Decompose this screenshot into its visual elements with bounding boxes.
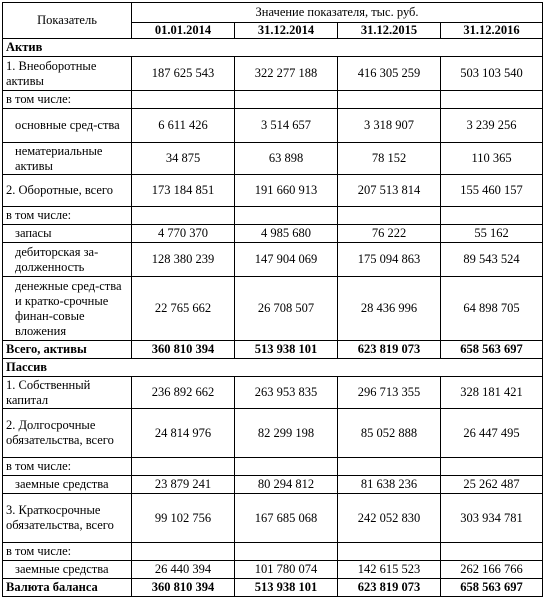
value-cell: 3 318 907 bbox=[338, 109, 441, 143]
value-cell: 64 898 705 bbox=[441, 277, 543, 341]
table-row bbox=[3, 143, 543, 175]
table-row bbox=[3, 243, 543, 277]
value-cell: 80 294 812 bbox=[235, 476, 338, 494]
value-cell: 175 094 863 bbox=[338, 243, 441, 277]
date-header: 31.12.2016 bbox=[441, 23, 543, 39]
row-label: 3. Краткосрочные обязательства, всего bbox=[3, 494, 132, 543]
row-label: в том числе: bbox=[3, 458, 132, 476]
value-cell: 4 770 370 bbox=[132, 225, 235, 243]
value-cell bbox=[338, 207, 441, 225]
table-row bbox=[3, 561, 543, 579]
value-cell bbox=[132, 543, 235, 561]
value-cell: 658 563 697 bbox=[441, 341, 543, 359]
table-row bbox=[3, 175, 543, 207]
section-heading: Пассив bbox=[3, 359, 543, 377]
value-cell: 78 152 bbox=[338, 143, 441, 175]
value-cell: 167 685 068 bbox=[235, 494, 338, 543]
table-row bbox=[3, 359, 543, 377]
table-row bbox=[3, 458, 543, 476]
row-label: Всего, активы bbox=[3, 341, 132, 359]
value-cell: 303 934 781 bbox=[441, 494, 543, 543]
table-row bbox=[3, 341, 543, 359]
value-cell: 34 875 bbox=[132, 143, 235, 175]
row-label: в том числе: bbox=[3, 207, 132, 225]
table-row bbox=[3, 277, 543, 341]
value-cell: 207 513 814 bbox=[338, 175, 441, 207]
value-cell: 187 625 543 bbox=[132, 57, 235, 91]
value-cell bbox=[132, 91, 235, 109]
row-label: основные сред-ства bbox=[3, 109, 132, 143]
value-cell: 322 277 188 bbox=[235, 57, 338, 91]
value-cell: 296 713 355 bbox=[338, 377, 441, 409]
value-cell bbox=[132, 207, 235, 225]
table-body bbox=[3, 39, 543, 597]
value-cell: 26 708 507 bbox=[235, 277, 338, 341]
value-cell: 89 543 524 bbox=[441, 243, 543, 277]
row-label: 2. Долгосрочные обязательства, всего bbox=[3, 409, 132, 458]
value-cell: 263 953 835 bbox=[235, 377, 338, 409]
value-cell: 173 184 851 bbox=[132, 175, 235, 207]
value-cell: 416 305 259 bbox=[338, 57, 441, 91]
value-cell: 262 166 766 bbox=[441, 561, 543, 579]
value-cell: 147 904 069 bbox=[235, 243, 338, 277]
value-cell: 28 436 996 bbox=[338, 277, 441, 341]
value-cell: 513 938 101 bbox=[235, 579, 338, 597]
value-cell: 55 162 bbox=[441, 225, 543, 243]
row-label: 1. Собственный капитал bbox=[3, 377, 132, 409]
value-cell: 503 103 540 bbox=[441, 57, 543, 91]
table-row bbox=[3, 109, 543, 143]
value-cell bbox=[235, 207, 338, 225]
table-row bbox=[3, 225, 543, 243]
table-row bbox=[3, 543, 543, 561]
value-cell: 3 239 256 bbox=[441, 109, 543, 143]
value-cell bbox=[441, 458, 543, 476]
value-cell: 22 765 662 bbox=[132, 277, 235, 341]
value-cell: 658 563 697 bbox=[441, 579, 543, 597]
value-cell bbox=[338, 458, 441, 476]
value-cell bbox=[441, 543, 543, 561]
value-cell: 82 299 198 bbox=[235, 409, 338, 458]
value-cell: 3 514 657 bbox=[235, 109, 338, 143]
value-cell: 25 262 487 bbox=[441, 476, 543, 494]
value-cell: 328 181 421 bbox=[441, 377, 543, 409]
value-cell: 236 892 662 bbox=[132, 377, 235, 409]
value-cell: 26 447 495 bbox=[441, 409, 543, 458]
row-label: денежные сред-ства и кратко-срочные финан-совые вложения bbox=[3, 277, 132, 341]
value-cell: 26 440 394 bbox=[132, 561, 235, 579]
value-cell bbox=[235, 543, 338, 561]
value-cell: 623 819 073 bbox=[338, 579, 441, 597]
table-row bbox=[3, 494, 543, 543]
row-label: в том числе: bbox=[3, 91, 132, 109]
date-header: 01.01.2014 bbox=[132, 23, 235, 39]
row-label: 1. Внеоборотные активы bbox=[3, 57, 132, 91]
row-label: запасы bbox=[3, 225, 132, 243]
table-row bbox=[3, 57, 543, 91]
indicator-header: Показатель bbox=[3, 3, 132, 39]
value-cell bbox=[338, 91, 441, 109]
table-row bbox=[3, 207, 543, 225]
row-label: заемные средства bbox=[3, 476, 132, 494]
value-cell: 513 938 101 bbox=[235, 341, 338, 359]
value-cell: 142 615 523 bbox=[338, 561, 441, 579]
value-cell: 128 380 239 bbox=[132, 243, 235, 277]
table-row bbox=[3, 377, 543, 409]
row-label: заемные средства bbox=[3, 561, 132, 579]
section-heading: Актив bbox=[3, 39, 543, 57]
value-cell: 360 810 394 bbox=[132, 341, 235, 359]
value-cell: 76 222 bbox=[338, 225, 441, 243]
row-label: Валюта баланса bbox=[3, 579, 132, 597]
value-cell: 24 814 976 bbox=[132, 409, 235, 458]
values-group-header: Значение показателя, тыс. руб. bbox=[132, 3, 543, 23]
table-row bbox=[3, 409, 543, 458]
value-cell bbox=[441, 207, 543, 225]
value-cell: 191 660 913 bbox=[235, 175, 338, 207]
value-cell: 360 810 394 bbox=[132, 579, 235, 597]
value-cell: 155 460 157 bbox=[441, 175, 543, 207]
value-cell bbox=[338, 543, 441, 561]
value-cell: 23 879 241 bbox=[132, 476, 235, 494]
value-cell: 242 052 830 bbox=[338, 494, 441, 543]
value-cell bbox=[132, 458, 235, 476]
value-cell: 81 638 236 bbox=[338, 476, 441, 494]
row-label: дебиторская за-долженность bbox=[3, 243, 132, 277]
value-cell: 4 985 680 bbox=[235, 225, 338, 243]
table-row bbox=[3, 579, 543, 597]
value-cell bbox=[441, 91, 543, 109]
table-row bbox=[3, 39, 543, 57]
value-cell: 101 780 074 bbox=[235, 561, 338, 579]
date-header: 31.12.2015 bbox=[338, 23, 441, 39]
value-cell: 99 102 756 bbox=[132, 494, 235, 543]
value-cell: 6 611 426 bbox=[132, 109, 235, 143]
value-cell: 63 898 bbox=[235, 143, 338, 175]
value-cell: 85 052 888 bbox=[338, 409, 441, 458]
value-cell: 110 365 bbox=[441, 143, 543, 175]
value-cell: 623 819 073 bbox=[338, 341, 441, 359]
row-label: 2. Оборотные, всего bbox=[3, 175, 132, 207]
value-cell bbox=[235, 458, 338, 476]
value-cell bbox=[235, 91, 338, 109]
row-label: в том числе: bbox=[3, 543, 132, 561]
date-header: 31.12.2014 bbox=[235, 23, 338, 39]
row-label: нематериальные активы bbox=[3, 143, 132, 175]
balance-table bbox=[2, 2, 543, 597]
table-row bbox=[3, 91, 543, 109]
table-row bbox=[3, 476, 543, 494]
